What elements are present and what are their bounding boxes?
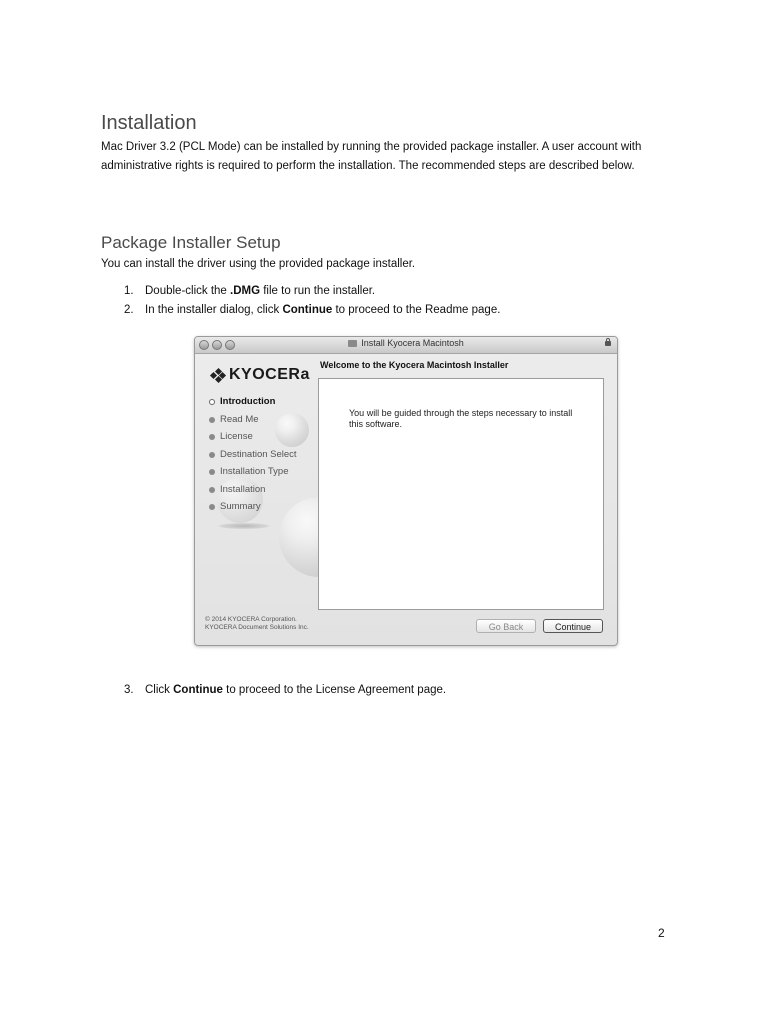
installer-step-installation-type: Installation Type [209, 463, 297, 481]
installer-window-screenshot [194, 336, 618, 646]
kyocera-logo-text: KYOCERa [229, 366, 310, 383]
window-titlebar [195, 337, 617, 354]
steps-list-continued [124, 681, 446, 700]
step-text-post: to proceed to the License Agreement page. [222, 684, 447, 696]
installer-step-destination-select: Destination Select [209, 446, 297, 464]
installer-content-panel [318, 378, 604, 610]
step-item [124, 681, 446, 700]
step-text-pre: Double-click the [145, 285, 231, 297]
window-title-text: Install Kyocera Macintosh [361, 338, 464, 348]
heading-package-installer-setup: Package Installer Setup [101, 233, 281, 252]
step-bullet-icon [209, 504, 215, 510]
step-bullet-icon [209, 452, 215, 458]
step-text-pre: In the installer dialog, click [145, 303, 283, 316]
installer-panel-title: Welcome to the Kyocera Macintosh Installer [320, 360, 509, 370]
steps-list [124, 282, 500, 319]
installer-step-read-me: Read Me [209, 411, 297, 429]
installer-step-license: License [209, 428, 297, 446]
step-text-pre: Click [145, 684, 174, 696]
step-bullet-icon [209, 487, 215, 493]
package-icon [348, 340, 357, 347]
lock-icon [605, 341, 611, 346]
step-item [124, 282, 500, 301]
step-number: 2. [124, 303, 134, 316]
step-number: 1. [124, 285, 134, 297]
installer-panel-text: You will be guided through the steps necessary to install this software. [349, 408, 573, 429]
setup-paragraph: You can install the driver using the provided package installer. [101, 258, 416, 270]
step-bullet-icon [209, 399, 215, 405]
kyocera-mark-icon [211, 369, 225, 383]
step-text-post: file to run the installer. [260, 285, 376, 297]
step-text-bold: Continue [282, 303, 333, 316]
go-back-button[interactable]: Go Back [476, 619, 536, 633]
kyocera-logo [211, 367, 311, 385]
step-text-bold: Continue [173, 684, 223, 696]
installer-step-introduction: Introduction [209, 393, 297, 411]
installer-step-installation: Installation [209, 481, 297, 499]
continue-button[interactable]: Continue [543, 619, 603, 633]
step-bullet-icon [209, 434, 215, 440]
step-text-bold: .DMG [230, 285, 261, 297]
heading-installation: Installation [101, 112, 197, 134]
decorative-shadow [219, 523, 269, 529]
installer-steps-nav [209, 393, 297, 516]
step-bullet-icon [209, 469, 215, 475]
window-title [195, 338, 617, 348]
installer-step-summary: Summary [209, 498, 297, 516]
step-item [124, 301, 500, 320]
step-number: 3. [124, 684, 134, 696]
page-number: 2 [658, 926, 665, 940]
intro-paragraph: Mac Driver 3.2 (PCL Mode) can be installed by running the provided package installer. A user account with administrative rights is required to perform the installation. The recommended steps are described below. [101, 141, 642, 172]
installer-copyright: © 2014 KYOCERA Corporation. KYOCERA Document Solutions Inc. [205, 616, 309, 631]
step-bullet-icon [209, 417, 215, 423]
step-text-post: to proceed to the Readme page. [332, 303, 501, 316]
